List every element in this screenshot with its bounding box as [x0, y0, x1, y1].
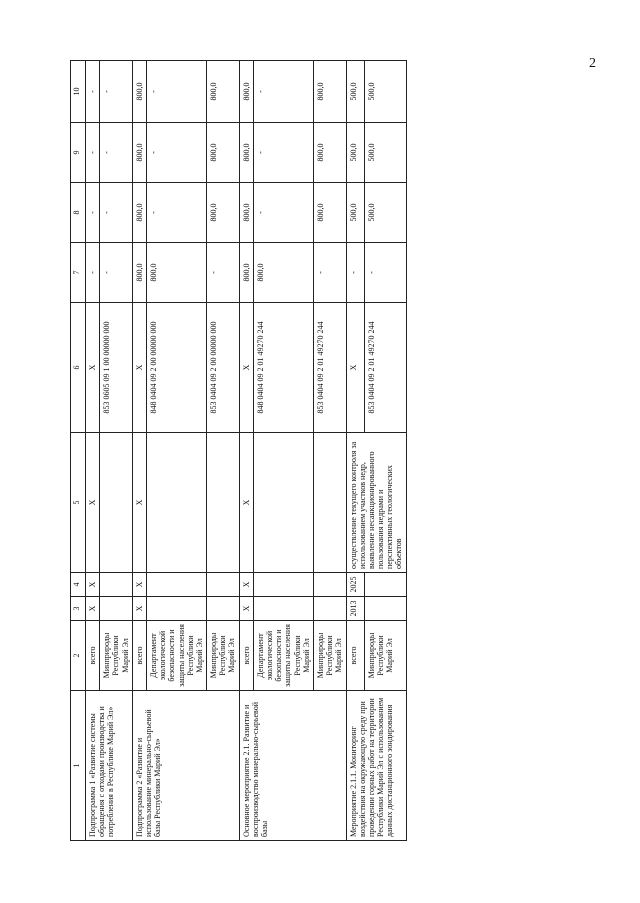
executor-cell: Минприроды Республики Марий Эл: [313, 621, 346, 691]
executor-cell: Минприроды Республики Марий Эл: [364, 621, 406, 691]
amount-cell: -: [146, 123, 206, 183]
amount-cell: 800,0: [207, 61, 240, 123]
amount-cell: -: [146, 61, 206, 123]
amount-cell: 500,0: [346, 183, 364, 243]
row-title: Подпрограмма 1 «Развитие системы обращения с отходами производства и потребления в Республике Марий Эл»: [86, 691, 133, 841]
start-year-cell: [313, 597, 346, 621]
amount-cell: -: [346, 243, 364, 303]
amount-cell: 800,0: [207, 183, 240, 243]
amount-cell: 500,0: [364, 183, 406, 243]
amount-cell: 800,0: [239, 123, 253, 183]
budget-code-cell: X: [132, 303, 146, 433]
result-cell: X: [86, 433, 100, 573]
start-year-cell: [146, 597, 206, 621]
start-year-cell: [100, 597, 133, 621]
budget-code-cell: 848 0404 09 2 00 00000 000: [146, 303, 206, 433]
col-header-5: 5: [71, 433, 86, 573]
executor-cell: всего: [86, 621, 100, 691]
start-year-cell: 2013: [346, 597, 364, 621]
end-year-cell: X: [132, 573, 146, 597]
budget-code-cell: 853 0404 09 2 01 49270 244: [364, 303, 406, 433]
amount-cell: 800,0: [239, 243, 253, 303]
amount-cell: 800,0: [253, 243, 313, 303]
amount-cell: 800,0: [207, 123, 240, 183]
amount-cell: 800,0: [132, 61, 146, 123]
col-header-8: 8: [71, 183, 86, 243]
amount-cell: 800,0: [132, 183, 146, 243]
col-header-3: 3: [71, 597, 86, 621]
executor-cell: всего: [346, 621, 364, 691]
end-year-cell: X: [86, 573, 100, 597]
amount-cell: -: [364, 243, 406, 303]
amount-cell: -: [253, 61, 313, 123]
col-header-1: 1: [71, 691, 86, 841]
col-header-4: 4: [71, 573, 86, 597]
amount-cell: 500,0: [346, 61, 364, 123]
page-number: 2: [589, 56, 596, 71]
table-row: [132, 61, 146, 841]
budget-code-cell: X: [346, 303, 364, 433]
amount-cell: 500,0: [364, 61, 406, 123]
result-cell: X: [239, 433, 253, 573]
amount-cell: -: [100, 123, 133, 183]
table-row: [86, 61, 100, 841]
col-header-6: 6: [71, 303, 86, 433]
amount-cell: -: [86, 61, 100, 123]
executor-cell: всего: [132, 621, 146, 691]
amount-cell: -: [100, 243, 133, 303]
executor-cell: Департамент экологической безопасности и защиты населения Республики Марий Эл: [146, 621, 206, 691]
result-cell: [253, 433, 313, 573]
table-row: [239, 61, 253, 841]
amount-cell: 800,0: [313, 123, 346, 183]
amount-cell: -: [100, 61, 133, 123]
end-year-cell: 2025: [346, 573, 364, 597]
col-header-2: 2: [71, 621, 86, 691]
end-year-cell: [364, 573, 406, 597]
amount-cell: -: [100, 183, 133, 243]
start-year-cell: X: [86, 597, 100, 621]
amount-cell: 500,0: [364, 123, 406, 183]
executor-cell: Минприроды Республики Марий Эл: [100, 621, 133, 691]
executor-cell: Департамент экологической безопасности и защиты населения Республики Марий Эл: [253, 621, 313, 691]
amount-cell: -: [86, 183, 100, 243]
start-year-cell: [364, 597, 406, 621]
budget-code-cell: X: [86, 303, 100, 433]
budget-code-cell: 853 0404 09 2 00 00000 000: [207, 303, 240, 433]
executor-cell: всего: [239, 621, 253, 691]
end-year-cell: [207, 573, 240, 597]
header-row: [71, 61, 86, 841]
budget-code-cell: 853 0605 09 1 00 00000 000: [100, 303, 133, 433]
start-year-cell: [207, 597, 240, 621]
program-funding-table: [70, 60, 407, 841]
end-year-cell: [313, 573, 346, 597]
amount-cell: -: [313, 243, 346, 303]
amount-cell: -: [207, 243, 240, 303]
row-title: Подпрограмма 2 «Развитие и использование минерально-сырьевой базы Республики Марий Эл»: [132, 691, 239, 841]
row-title: Основное мероприятие 2.1. Развитие и воспроизводство минерально-сырьевой базы: [239, 691, 346, 841]
col-header-9: 9: [71, 123, 86, 183]
end-year-cell: [100, 573, 133, 597]
table-row: [346, 61, 364, 841]
start-year-cell: X: [132, 597, 146, 621]
start-year-cell: [253, 597, 313, 621]
amount-cell: 800,0: [132, 243, 146, 303]
col-header-7: 7: [71, 243, 86, 303]
start-year-cell: X: [239, 597, 253, 621]
amount-cell: -: [253, 183, 313, 243]
amount-cell: 500,0: [346, 123, 364, 183]
result-cell: [313, 433, 346, 573]
result-cell: [146, 433, 206, 573]
amount-cell: -: [86, 123, 100, 183]
result-cell: X: [132, 433, 146, 573]
result-cell: [207, 433, 240, 573]
result-cell: [100, 433, 133, 573]
result-cell: осуществление текущего контроля за использованием участков недр, выявление несанкционированного пользования недрами и перспективных геологических объектов: [346, 433, 406, 573]
budget-code-cell: 848 0404 09 2 01 49270 244: [253, 303, 313, 433]
amount-cell: 800,0: [239, 183, 253, 243]
amount-cell: -: [86, 243, 100, 303]
amount-cell: -: [253, 123, 313, 183]
amount-cell: 800,0: [313, 61, 346, 123]
budget-code-cell: X: [239, 303, 253, 433]
row-title: Мероприятие 2.1.1. Мониторинг воздействия на окружающую среду при проведении горных работ на территории Республики Марий Эл с использованием данных дистанционного зондирования: [346, 691, 406, 841]
amount-cell: 800,0: [239, 61, 253, 123]
amount-cell: 800,0: [132, 123, 146, 183]
executor-cell: Минприроды Республики Марий Эл: [207, 621, 240, 691]
end-year-cell: X: [239, 573, 253, 597]
col-header-10: 10: [71, 61, 86, 123]
budget-code-cell: 853 0404 09 2 01 49270 244: [313, 303, 346, 433]
amount-cell: -: [146, 183, 206, 243]
amount-cell: 800,0: [146, 243, 206, 303]
end-year-cell: [253, 573, 313, 597]
rotated-table-container: [70, 61, 570, 841]
end-year-cell: [146, 573, 206, 597]
amount-cell: 800,0: [313, 183, 346, 243]
